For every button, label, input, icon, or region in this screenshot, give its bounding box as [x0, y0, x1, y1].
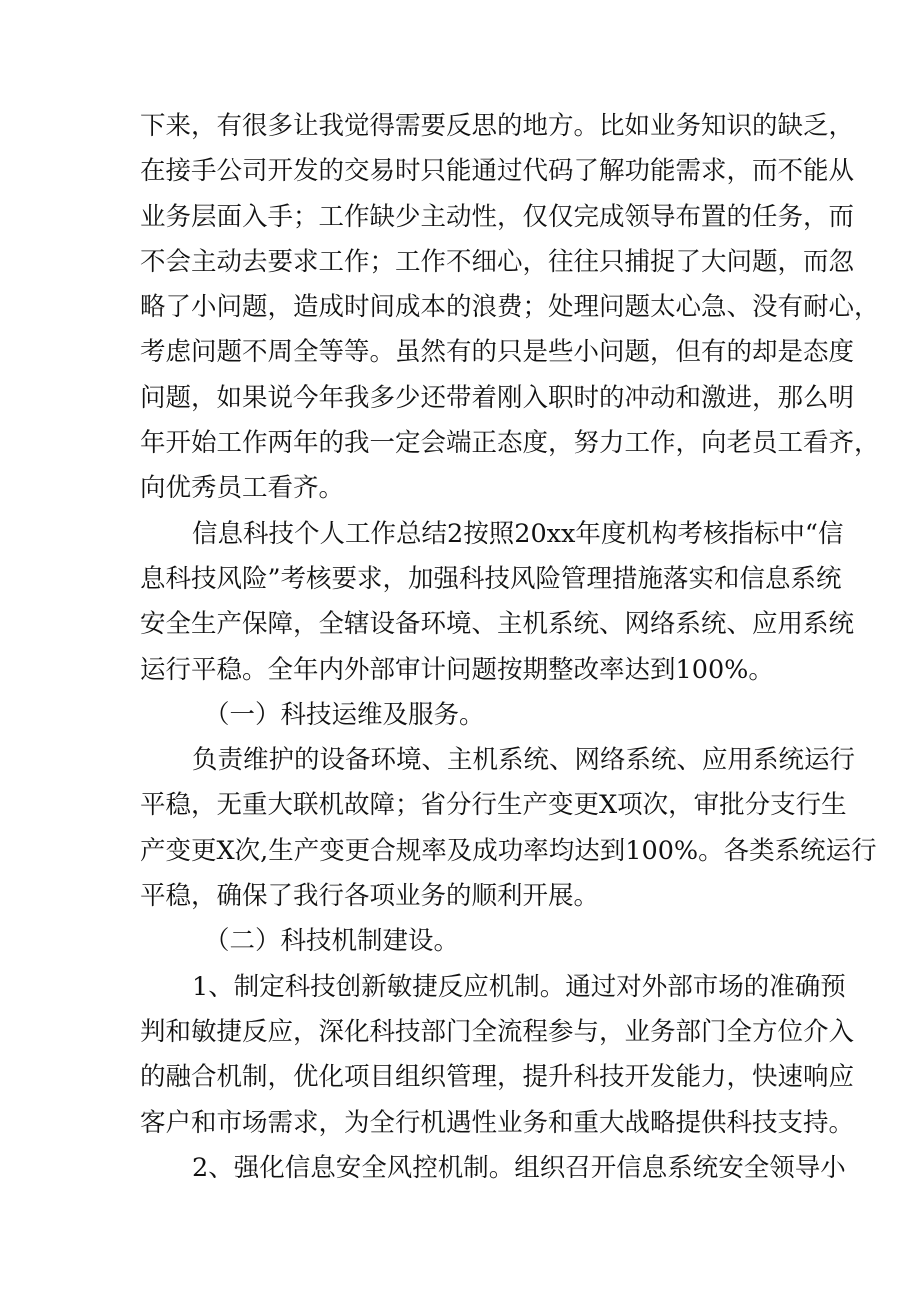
text-line: 问题，如果说今年我多少还带着刚入职时的冲动和激进，那么明 [140, 382, 855, 413]
text-line: 平稳，无重大联机故障；省分行生产变更X项次，审批分支行生 [140, 790, 847, 821]
document-body [140, 104, 880, 1191]
section-heading-1: （一）科技运维及服务。 [204, 699, 485, 730]
text-line: 不会主动去要求工作；工作不细心，往往只捕捉了大问题，而忽 [140, 246, 855, 277]
text-line: 下来，有很多让我觉得需要反思的地方。比如业务知识的缺乏， [140, 111, 855, 141]
paragraph-start-line: 2、强化信息安全风控机制。组织召开信息系统安全领导小 [192, 1152, 846, 1183]
section-heading-2: （二）科技机制建设。 [204, 926, 460, 957]
text-line: 运行平稳。全年内外部审计问题按期整改率达到100%。 [140, 654, 774, 685]
text-line: 安全生产保障，全辖设备环境、主机系统、网络系统、应用系统 [140, 609, 855, 640]
text-line: 息科技风险”考核要求，加强科技风险管理措施落实和信息系统 [140, 563, 842, 594]
text-line: 向优秀员工看齐。 [140, 473, 345, 504]
paragraph-start-line: 负责维护的设备环境、主机系统、网络系统、应用系统运行 [192, 745, 856, 776]
text-line: 客户和市场需求，为全行机遇性业务和重大战略提供科技支持。 [140, 1107, 855, 1138]
text-line: 判和敏捷反应，深化科技部门全流程参与，业务部门全方位介入 [140, 1016, 855, 1047]
text-line: 产变更X次,生产变更合规率及成功率均达到100%。各类系统运行 [140, 835, 877, 866]
text-line: 在接手公司开发的交易时只能通过代码了解功能需求，而不能从 [140, 156, 855, 187]
paragraph-start-line: 1、制定科技创新敏捷反应机制。通过对外部市场的准确预 [192, 971, 846, 1002]
text-line: 的融合机制，优化项目组织管理，提升科技开发能力，快速响应 [140, 1062, 855, 1093]
text-line: 考虑问题不周全等等。虽然有的只是些小问题，但有的却是态度 [140, 337, 855, 368]
text-line: 略了小问题，造成时间成本的浪费；处理问题太心急、没有耐心， [140, 292, 880, 323]
text-line: 平稳，确保了我行各项业务的顺利开展。 [140, 881, 600, 912]
paragraph-start-line: 信息科技个人工作总结2按照20xx年度机构考核指标中“信 [192, 518, 844, 549]
text-line: 业务层面入手；工作缺少主动性，仅仅完成领导布置的任务，而 [140, 201, 855, 232]
text-line: 年开始工作两年的我一定会端正态度，努力工作，向老员工看齐， [140, 428, 880, 459]
